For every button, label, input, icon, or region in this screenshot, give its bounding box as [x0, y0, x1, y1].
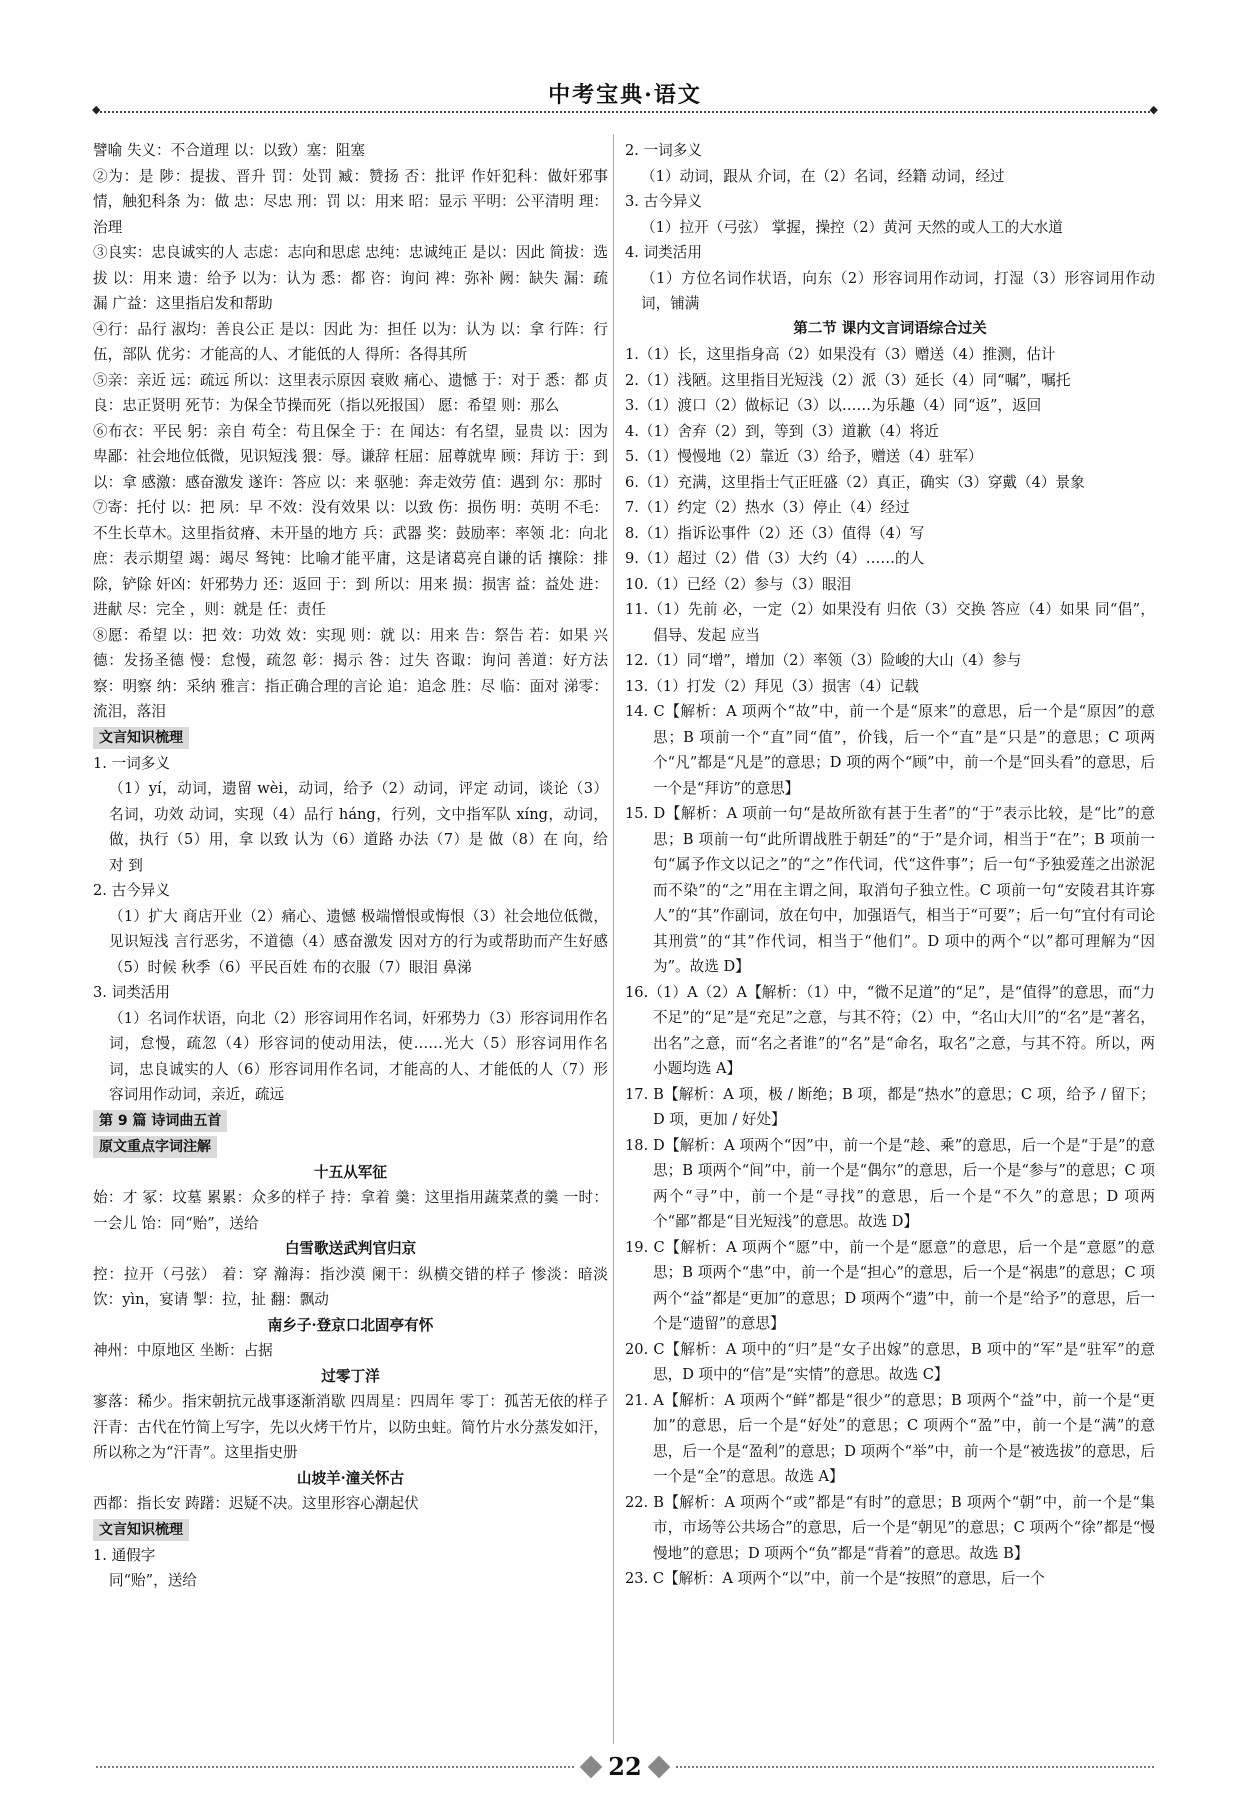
section-heading: 第 9 篇 诗词曲五首: [93, 1110, 227, 1132]
text-line: （1）方位名词作状语，向东（2）形容词用作动词，打湿（3）形容词用作动词，铺满: [641, 269, 1155, 312]
page-header-title: 中考宝典·语文: [548, 82, 702, 108]
text-line: 16.（1）A（2）A【解析：（1）中，“微不足道”的“足”，是“值得”的意思，而“力不足”的“足”是“充足”之意，与其不符；（2）中，“名山大川”的“名”是“著名，出名”之意，而“名之者谁”的“名”是“命名，取名”之意，与其不符。所以，两小题均选 A】: [625, 983, 1155, 1077]
text-line: ⑧愿：希望 以：把 效：功效 效：实现 则：就 以：用来 告：祭告 若：如果 兴德：发扬圣德 慢：怠慢，疏忽 彰：揭示 咎：过失 咨诹：询问 善道：好方法 察：明察 纳：采纳 雅言：指正确合理的言论 追：追念 胜：尽 临：面对 涕零：流泪，落泪: [93, 626, 608, 720]
poem-title: 白雪歌送武判官归京: [284, 1240, 417, 1257]
text-line: ③良实：忠良诚实的人 志虑：志向和思虑 忠纯：忠诚纯正 是以：因此 简拔：选拔 以：用来 遗：给予 以为：认为 悉：都 咨：询问 裨：弥补 阙：缺失 漏：疏漏 广益：这里指启发和帮助: [93, 244, 608, 312]
text-line: 7.（1）约定（2）热水（3）停止（4）经过: [625, 499, 910, 516]
text-line: 控：拉开（弓弦） 着：穿 瀚海：指沙漠 阑干：纵横交错的样子 惨淡：暗淡 饮：yìn，宴请 掣：拉，扯 翻：飘动: [93, 1265, 608, 1308]
text-line: 11.（1）先前 必，一定（2）如果没有 归依（3）交换 答应（4）如果 同“倡”，倡导、发起 应当: [625, 601, 1155, 644]
text-line: 20. C【解析：A 项中的“归”是“女子出嫁”的意思，B 项中的“军”是“驻军”的意思，D 项中的“信”是“实情”的意思。故选 C】: [625, 1340, 1155, 1383]
text-line: （1）动词，跟从 介词，在（2）名词，经籍 动词，经过: [641, 167, 1005, 185]
text-line: 22. B【解析：A 项两个“或”都是“有时”的意思；B 项两个“朝”中，前一个是“集市，市场等公共场合”的意思，后一个是“朝见”的意思；C 项两个“徐”都是“慢慢地”的意思；D 项两个“负”都是“背着”的意思。故选 B】: [625, 1493, 1155, 1562]
text-line: （1）yí，动词，遗留 wèi，动词，给予（2）动词，评定 动词，谈论（3）名词，功效 动词，实现（4）品行 háng，行列，文中指军队 xíng，动词，做，执行（5）用，拿 以致 认为（6）道路 办法（7）是 做（8）在 向，给 对 到: [109, 780, 608, 874]
header-rule: [96, 111, 1154, 113]
section-heading-row: [93, 1108, 608, 1134]
text-line: 14. C【解析：A 项两个“故”中，前一个是“原来”的意思，后一个是“原因”的意思；B 项前一个“直”同“值”，价钱，后一个“直”是“只是”的意思；C 项两个“凡”都是“凡是”的意思；D 项的两个“顾”中，前一个是“回头看”的意思，后一个是“拜访”的意思】: [625, 703, 1155, 797]
text-line: 譬喻 失义：不合道理 以：以致）塞：阻塞: [93, 142, 365, 159]
text-line: 18. D【解析：A 项两个“因”中，前一个是“趁、乘”的意思，后一个是“于是”的意思；B 项两个“间”中，前一个是“偶尔”的意思，后一个是“参与”的意思；C 项两个“寻”中，前一个是“寻找”的意思，后一个是“不久”的意思；D 项两个“鄙”都是“目光短浅”的意思。故选 D】: [625, 1136, 1155, 1230]
text-line: 12.（1）同“增”，增加（2）率领（3）险峻的大山（4）参与: [625, 652, 1022, 669]
text-line: 2. 古今异义: [93, 882, 170, 899]
text-line: 23. C【解析：A 项两个“以”中，前一个是“按照”的意思，后一个: [625, 1570, 1045, 1587]
text-line: ⑥布衣：平民 躬：亲自 苟全：苟且保全 于：在 闻达：有名望，显贵 以：因为 卑鄙：社会地位低微，见识短浅 猥：辱。谦辞 枉屈：屈尊就卑 顾：拜访 于：到 以：拿 感激：感奋激发 遂许：答应 以：来 驱驰：奔走效劳 值：遇到 尔：那时: [93, 422, 608, 491]
section-heading: 原文重点字词注解: [93, 1136, 217, 1158]
section-heading: 文言知识梳理: [93, 1519, 189, 1541]
right-column: [625, 138, 1155, 1592]
text-line: 8.（1）指诉讼事件（2）还（3）值得（4）写: [625, 524, 925, 542]
text-line: 西都：指长安 踌躇：迟疑不决。这里形容心潮起伏: [93, 1495, 419, 1512]
text-line: （1）拉开（弓弦） 掌握，操控（2）黄河 天然的或人工的大水道: [641, 218, 1063, 236]
poem-title: 南乡子·登京口北固亭有怀: [267, 1316, 434, 1334]
text-line: 10.（1）已经（2）参与（3）眼泪: [625, 575, 852, 593]
text-line: 3. 古今异义: [625, 193, 702, 210]
text-line: 4. 词类活用: [625, 244, 702, 261]
text-line: ④行：品行 淑均：善良公正 是以：因此 为：担任 以为：认为 以：拿 行阵：行伍，部队 优劣：才能高的人、才能低的人 得所：各得其所: [93, 320, 608, 363]
poem-title: 山坡羊·潼关怀古: [296, 1469, 405, 1487]
section-title: 第二节 课内文言词语综合过关: [793, 320, 987, 337]
text-line: ⑦寄：托付 以：把 夙：早 不效：没有效果 以：以致 伤：损伤 明：英明 不毛：不生长草木。这里指贫瘠、未开垦的地方 兵：武器 奖：鼓励率：率领 北：向北 庶：表示期望 竭：竭尽 驽钝：比喻才能平庸，这是诸葛亮自谦的话 攘除：排除，铲除 奸凶：奸邪势力 还：返回 于：到 所以：用来 损：损害 益：益处 进：进献 尽：完全 ，则：就是 任：责任: [93, 499, 608, 618]
left-column: [93, 138, 608, 1594]
text-line: 21. A【解析：A 项两个“鲜”都是“很少”的意思；B 项两个“益”中，前一个是“更加”的意思，后一个是“好处”的意思；C 项两个“盈”中，前一个是“满”的意思，后一个是“盈利”的意思；D 项两个“举”中，前一个是“被选拔”的意思，后一个是“全”的意思。故选 A】: [625, 1391, 1155, 1485]
text-line: 6.（1）充满，这里指士气正旺盛（2）真正，确实（3）穿戴（4）景象: [625, 473, 1085, 491]
text-line: 4.（1）舍弃（2）到，等到（3）道歉（4）将近: [625, 422, 939, 440]
text-line: 9.（1）超过（2）借（3）大约（4）……的人: [625, 550, 925, 567]
text-line: 17. B【解析：A 项，极 / 断绝；B 项，都是“热水”的意思；C 项，给予 / 留下；D 项，更加 / 好处】: [625, 1085, 1155, 1128]
page-number: 22: [575, 1750, 675, 1784]
text-line: 3.（1）渡口（2）做标记（3）以……为乐趣（4）同“返”，返回: [625, 397, 1042, 414]
text-line: ⑤亲：亲近 远：疏远 所以：这里表示原因 衰败 痛心、遗憾 于：对于 悉：都 贞良：忠正贤明 死节：为保全节操而死（指以死报国） 愿：希望 则：那么: [93, 371, 608, 414]
text-line: 3. 词类活用: [93, 984, 170, 1001]
text-line: 1. 一词多义: [93, 754, 170, 772]
text-line: 15. D【解析：A 项前一句“是故所欲有甚于生者”的“于”表示比较，是“比”的意思；B 项前一句“此所谓战胜于朝廷”的“于”是介词，相当于“在”；B 项前一句“属予作文以记之”的“之”作代词，代“这件事”；后一句“予独爱莲之出淤泥而不染”的“之”用在主谓之间，取消句子独立性。C 项前一句“安陵君其许寡人”的“其”作副词，放在句中，加强语气，相当于“可要”；后一句“宜付有司论其刑赏”的“其”作代词，相当于“他们”。D 项中的两个“以”都可理解为“因为”。故选 D】: [625, 805, 1155, 975]
poem-title: 十五从军征: [314, 1163, 387, 1181]
text-line: ②为：是 陟：提拔、晋升 罚：处罚 臧：赞扬 否：批评 作奸犯科：做奸邪事情，触犯科条 为：做 忠：尽忠 刑：罚 以：用来 昭：显示 平明：公平清明 理：治理: [93, 167, 608, 236]
text-line: 同“贻”，送给: [109, 1572, 197, 1589]
text-line: 神州：中原地区 坐断：占据: [93, 1342, 273, 1359]
text-line: 1. 通假字: [93, 1546, 156, 1564]
section-heading-row: [93, 725, 608, 751]
poem-title: 过零丁洋: [321, 1367, 380, 1385]
text-line: 2.（1）浅陋。这里指目光短浅（2）派（3）延长（4）同“嘱”，嘱托: [625, 371, 1071, 389]
section-heading-row: [93, 1134, 608, 1160]
section-heading-row: [93, 1517, 608, 1543]
section-heading: 文言知识梳理: [93, 727, 189, 749]
text-line: 始：才 冢：坟墓 累累：众多的样子 持：拿着 羹：这里指用蔬菜煮的羹 一时：一会儿 饴：同“贻”，送给: [93, 1189, 608, 1232]
text-line: 5.（1）慢慢地（2）靠近（3）给予，赠送（4）驻军）: [625, 448, 983, 465]
text-line: 19. C【解析：A 项两个“愿”中，前一个是“愿意”的意思，后一个是“意愿”的意思；B 项两个“患”中，前一个是“担心”的意思，后一个是“祸患”的意思；C 项两个“益”都是“更加”的意思；D 项两个“遗”中，前一个是“给予”的意思，后一个是“遗留”的意思】: [625, 1238, 1155, 1332]
text-line: （1）扩大 商店开业（2）痛心、遗憾 极端憎恨或悔恨（3）社会地位低微，见识短浅 言行恶劣，不道德（4）感奋激发 因对方的行为或帮助而产生好感（5）时候 秋季（6）平民百姓 布的衣服（7）眼泪 鼻涕: [109, 907, 608, 976]
text-line: 1.（1）长，这里指身高（2）如果没有（3）赠送（4）推测，估计: [625, 346, 1056, 363]
text-line: 2. 一词多义: [625, 142, 702, 159]
text-line: 13.（1）打发（2）拜见（3）损害（4）记载: [625, 677, 919, 695]
text-line: （1）名词作状语，向北（2）形容词用作名词，奸邪势力（3）形容词用作名词，怠慢，疏忽（4）形容词的使动用法，使……光大（5）形容词用作名词，忠良诚实的人（6）形容词用作名词，才能高的人、才能低的人（7）形容词用作动词，亲近，疏远: [109, 1009, 608, 1103]
text-line: 寥落：稀少。指宋朝抗元战事逐渐消歇 四周星：四周年 零丁：孤苦无依的样子 汗青：古代在竹简上写字，先以火烤干竹片，以防虫蛀。简竹片水分蒸发如汗，所以称之为“汗青”。这里指史册: [93, 1393, 608, 1461]
column-divider: [613, 134, 614, 1744]
